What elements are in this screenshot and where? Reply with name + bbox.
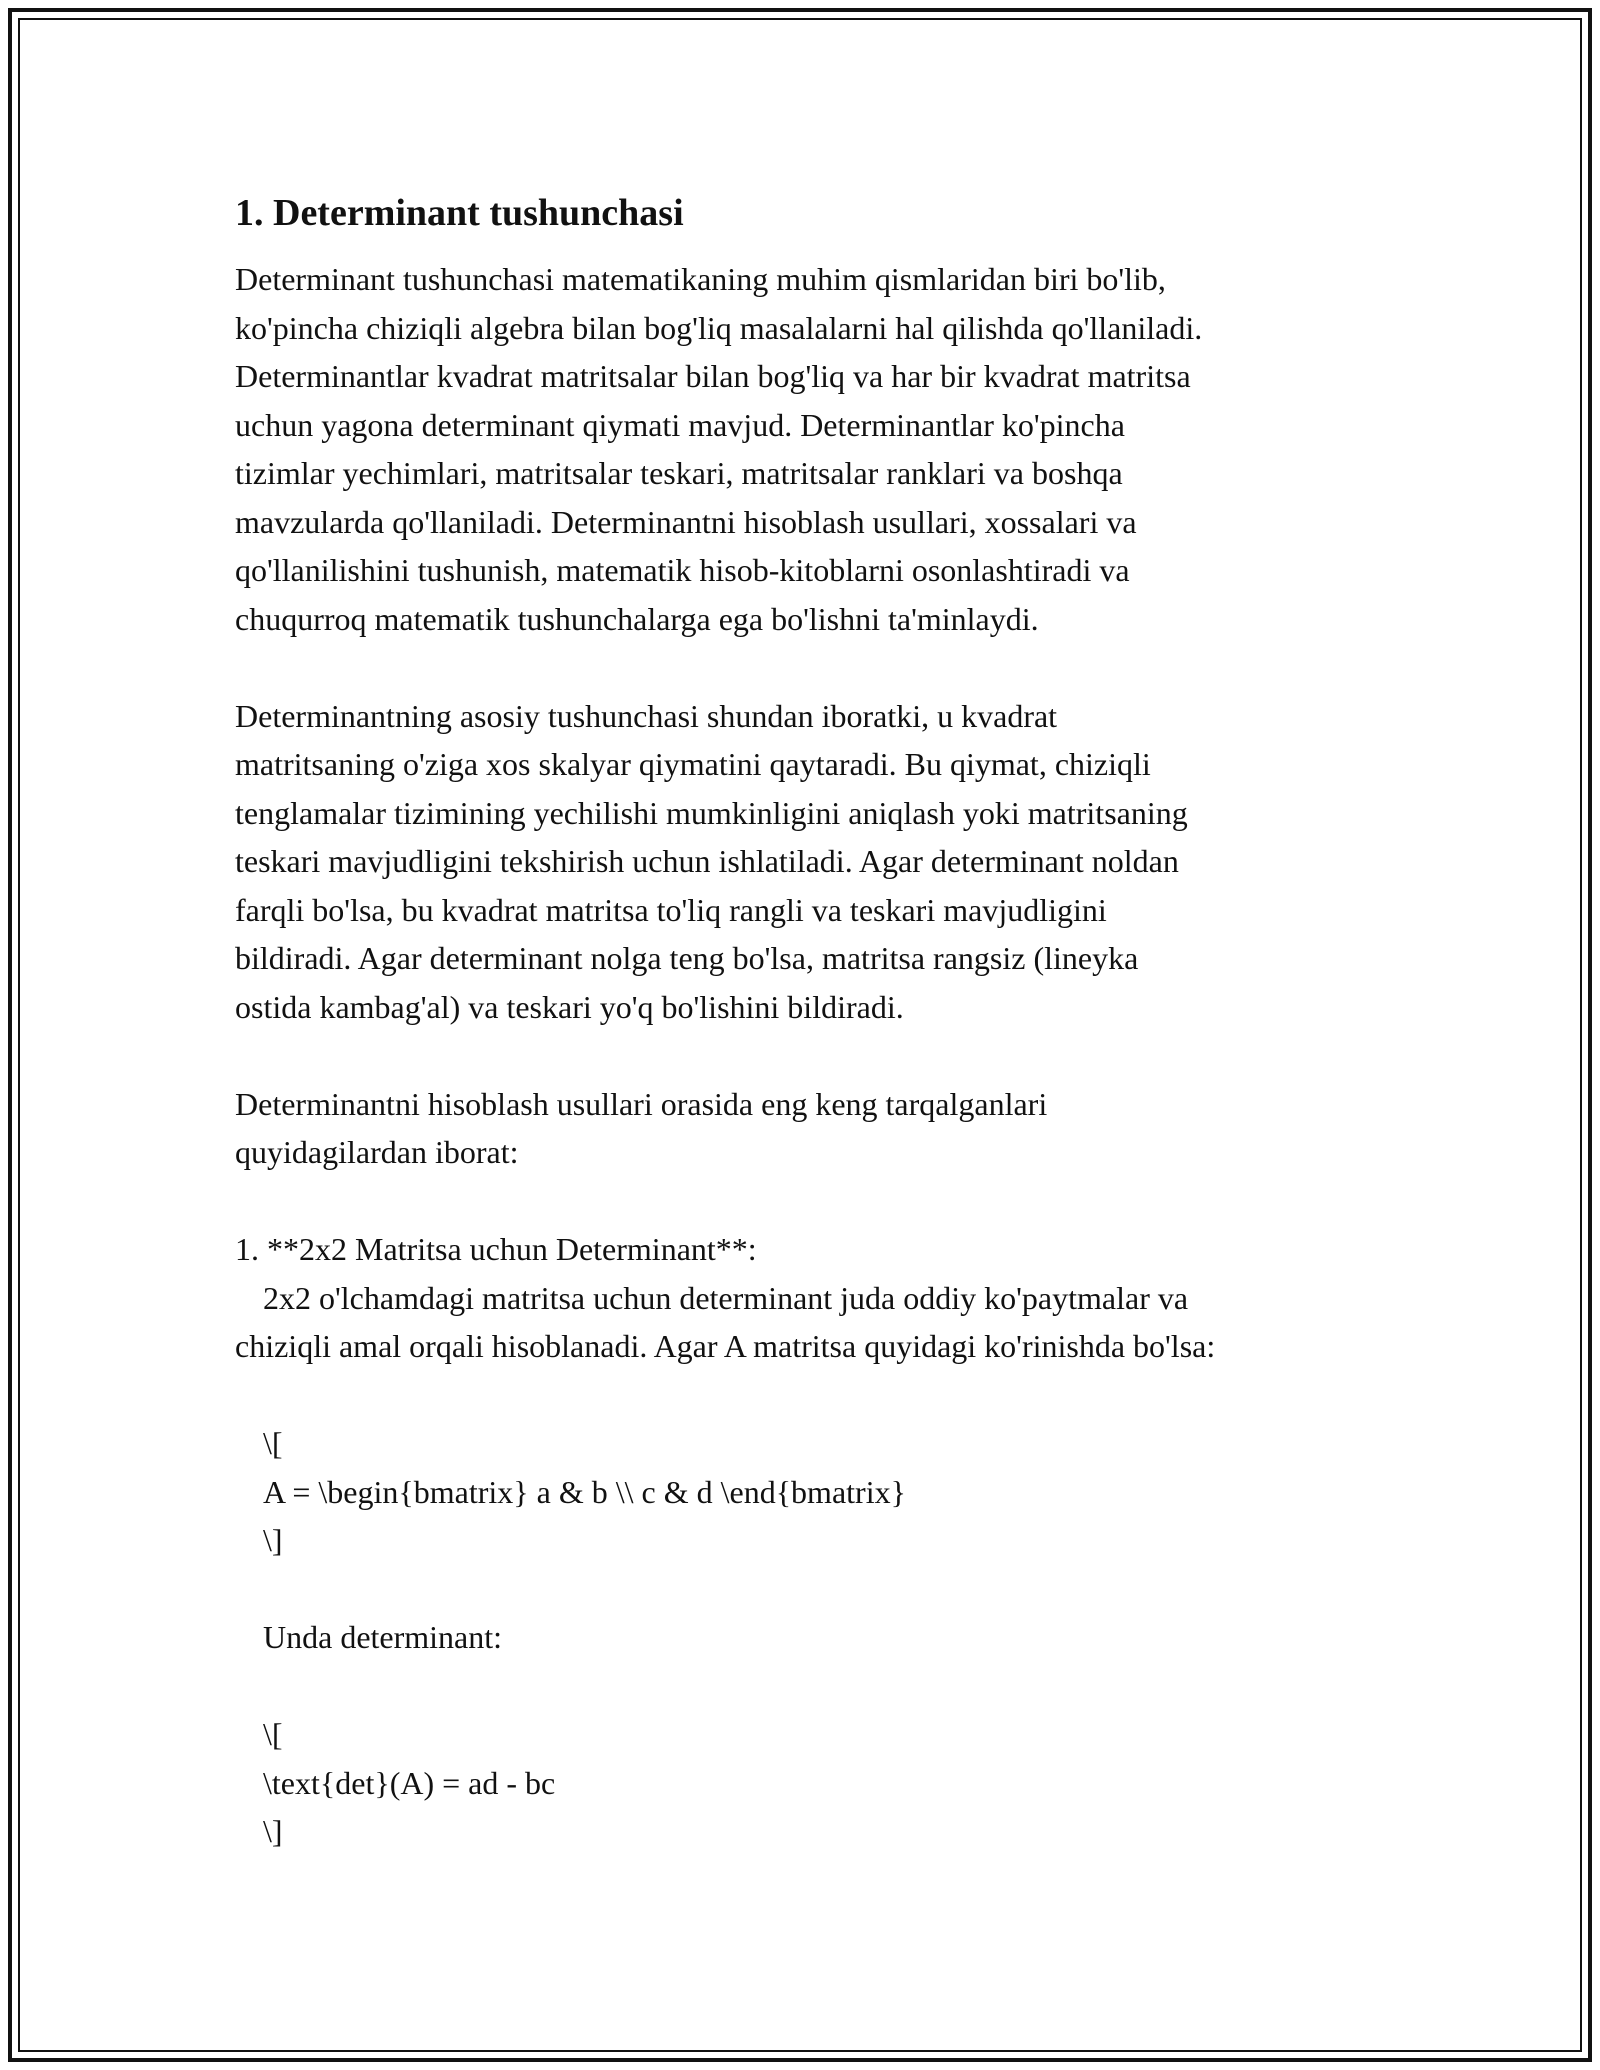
paragraph-gap — [235, 1177, 1375, 1226]
text-line: Determinant tushunchasi matematikaning muhim qismlaridan biri bo'lib, — [235, 261, 1166, 297]
document-body — [235, 185, 1375, 1856]
formula-line: \] — [263, 1813, 283, 1849]
text-line: mavzularda qo'llaniladi. Determinantni hisoblash usullari, xossalari va — [235, 503, 1137, 540]
paragraph-gap — [235, 643, 1375, 692]
text-line: farqli bo'lsa, bu kvadrat matritsa to'liq rangli va teskari mavjudligini — [235, 891, 1107, 928]
text-line: tenglamalar tizimining yechilishi mumkinligini aniqlash yoki matritsaning — [235, 794, 1188, 831]
formula-line: A = \begin{bmatrix} a & b \\ c & d \end{bmatrix} — [263, 1473, 906, 1510]
paragraph-gap — [235, 1662, 1375, 1711]
list-item-title: 1. **2x2 Matritsa uchun Determinant**: — [235, 1231, 757, 1267]
paragraph-gap — [235, 1031, 1375, 1080]
text-line: qo'llanilishini tushunish, matematik hisob-kitoblarni osonlashtiradi va — [235, 552, 1130, 588]
formula-line: \text{det}(A) = ad - bc — [263, 1764, 556, 1801]
then-text: Unda determinant: — [263, 1619, 503, 1655]
text-line: Determinantlar kvadrat matritsalar bilan bog'liq va har bir kvadrat matritsa — [235, 358, 1191, 394]
formula-determinant — [235, 1710, 1375, 1856]
text-line: teskari mavjudligini tekshirish uchun ishlatiladi. Agar determinant noldan — [235, 843, 1179, 879]
paragraph-methods — [235, 1080, 1375, 1177]
formula-line: \[ — [263, 1716, 283, 1752]
paragraph-gap — [235, 1371, 1375, 1420]
paragraph-2x2 — [235, 1225, 1375, 1371]
text-line: matritsaning o'ziga xos skalyar qiymatini qaytaradi. Bu qiymat, chiziqli — [235, 746, 1151, 782]
section-heading: 1. Determinant tushunchasi — [235, 192, 684, 234]
formula-line: \[ — [263, 1425, 283, 1461]
paragraph-concept — [235, 692, 1375, 1032]
text-line: chuqurroq matematik tushunchalarga ega bo'lishni ta'minlaydi. — [235, 600, 1039, 637]
text-line: ko'pincha chiziqli algebra bilan bog'liq masalalarni hal qilishda qo'llaniladi. — [235, 309, 1203, 346]
text-line: chiziqli amal orqali hisoblanadi. Agar A matritsa quyidagi ko'rinishda bo'lsa: — [235, 1328, 1216, 1364]
text-line: Determinantni hisoblash usullari orasida eng keng tarqalganlari — [235, 1085, 1048, 1122]
text-line: 2x2 o'lchamdagi matritsa uchun determinant juda oddiy ko'paytmalar va — [263, 1279, 1189, 1316]
text-line: ostida kambag'al) va teskari yo'q bo'lishini bildiradi. — [235, 988, 904, 1025]
text-line: uchun yagona determinant qiymati mavjud. Determinantlar ko'pincha — [235, 406, 1125, 443]
paragraph-intro — [235, 255, 1375, 643]
formula-matrix — [235, 1419, 1375, 1565]
text-line: quyidagilardan iborat: — [235, 1134, 519, 1170]
text-line: bildiradi. Agar determinant nolga teng bo'lsa, matritsa rangsiz (lineyka — [235, 940, 1139, 976]
text-line: tizimlar yechimlari, matritsalar teskari, matritsalar ranklari va boshqa — [235, 455, 1123, 491]
text-line: Determinantning asosiy tushunchasi shundan iboratki, u kvadrat — [235, 697, 1058, 734]
paragraph-gap — [235, 1565, 1375, 1614]
formula-line: \] — [263, 1522, 283, 1558]
